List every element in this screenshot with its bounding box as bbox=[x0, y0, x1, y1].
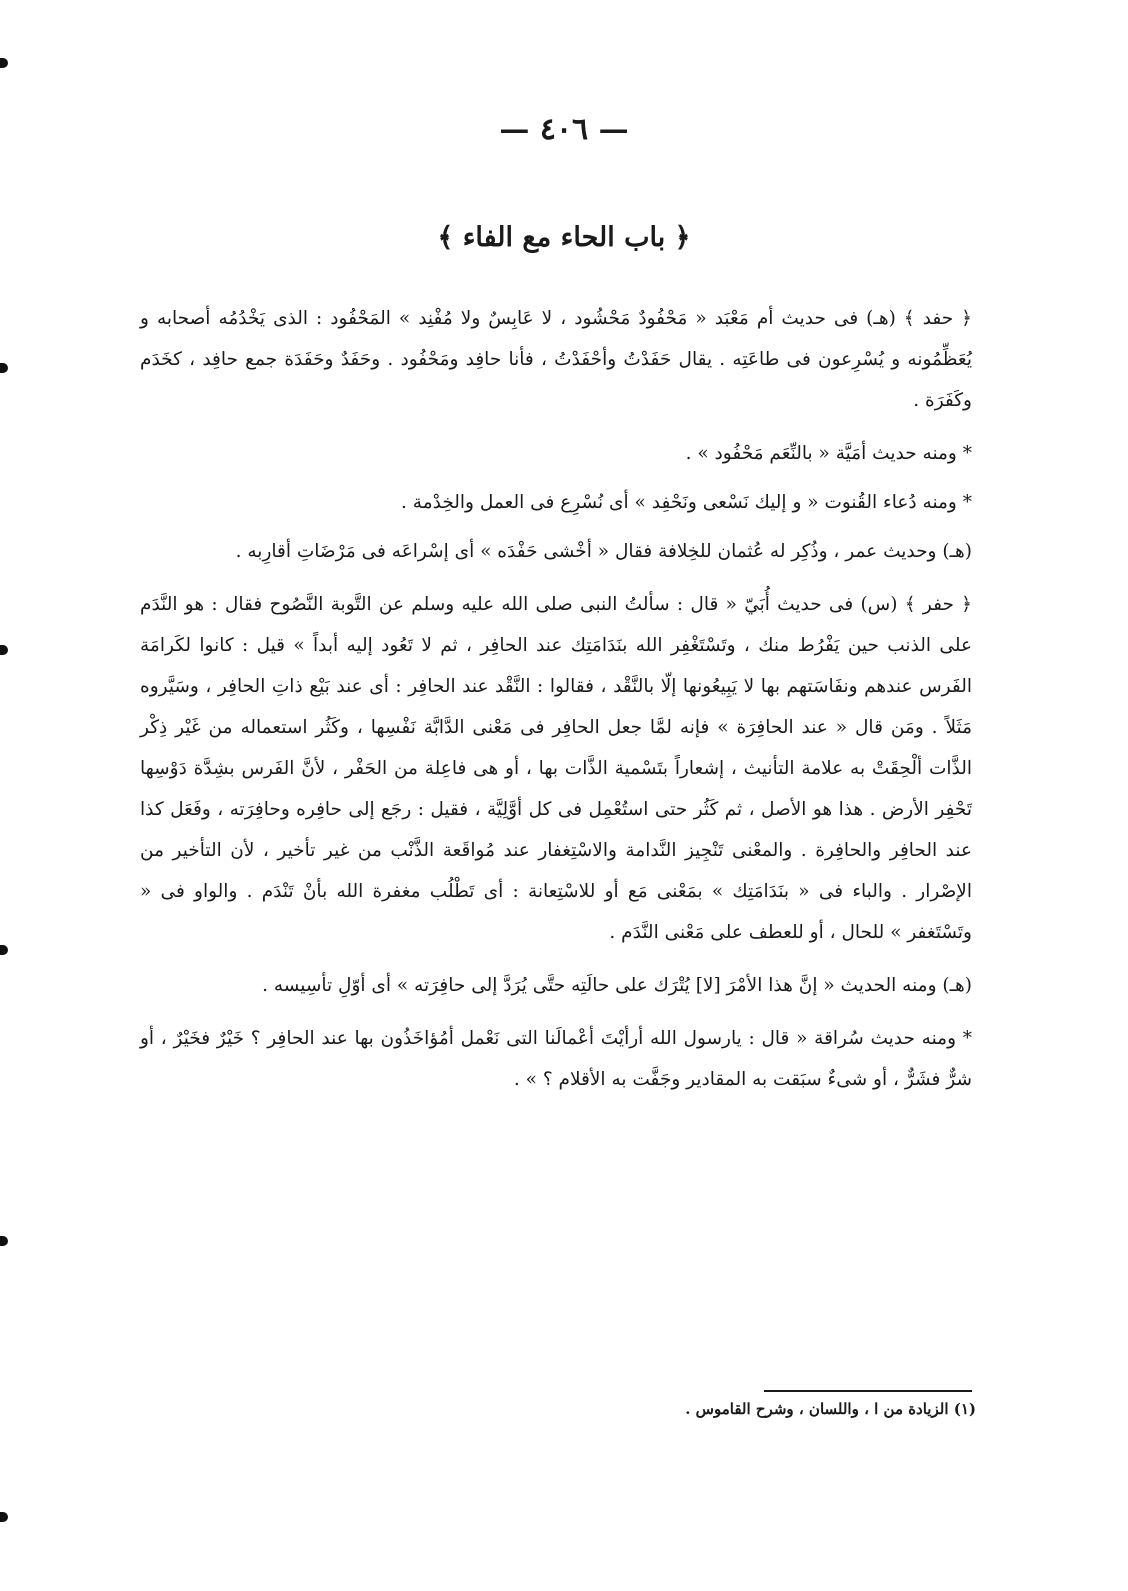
footnote-rule bbox=[764, 1390, 972, 1392]
margin-mark bbox=[0, 945, 8, 955]
margin-mark bbox=[0, 58, 8, 68]
sub-entry: (هـ) وحديث عمر ، وذُكِر له عُثمان للخِلافة فقال « أخْشى حَفْدَه » أى إسْراعَه فى مَرْضَاتِ أقارِبه . bbox=[235, 541, 972, 562]
entry-hafad: ﴿ حفد ﴾ (هـ) فى حديث أم مَعْبَد « مَحْفُودٌ مَحْشُود ، لا عَابِسٌ ولا مُفْنِد » المَحْفُود : الذى يَخْدُمُه أصحابه و يُعَظِّمُونه و يُسْرِعون فى طاعَتِه . يقال حَفَدْتُ وأحْفَدْتُ ، فأنا حافِد ومَحْفُود . وحَفَدٌ وحَفَدَة جمع حافِد ، كخَدَم وكَفَرَة . bbox=[140, 308, 972, 411]
footnote: (١) الزيادة من ا ، واللسان ، وشرح القاموس . bbox=[685, 1400, 976, 1418]
margin-mark bbox=[0, 363, 8, 373]
margin-mark bbox=[0, 1236, 8, 1246]
body-text bbox=[140, 298, 972, 1112]
sub-entry: * ومنه دُعاء القُنوت « و إليك نَسْعى ونَحْفِد » أى نُسْرِع فى العمل والخِدْمة . bbox=[401, 492, 972, 513]
sub-entry: * ومنه حديث أمَيَّة « بالنِّعَم مَحْفُود » . bbox=[685, 443, 972, 464]
sub-entry: (هـ) ومنه الحديث « إنَّ هذا الأمْرَ [لا] يُتْرَك على حالَتِه حتَّى يُرَدَّ إلى حافِرَته » أى أوّلِ تأسِيسه . bbox=[262, 975, 972, 996]
entry-hafar: ﴿ حفر ﴾ (س) فى حديث أُبَيّ « قال : سألتُ النبى صلى الله عليه وسلم عن التَّوبة النَّصُوح فقال : هو النَّدَم على الذنب حين يَفْرُط منك ، وتَسْتَغْفِر الله بنَدَامَتِك عند الحافِر ، ثم لا تَعُود إليه أبداً » قيل : كانوا لكَرامَة الفَرس عندهم ونفَاسَتهم بها لا يَبِيعُونها إلّا بالنَّقْد ، فقالوا : النَّقْد عند الحافِر : أى عند بَيْع ذاتِ الحافِر ، وسَيَّروه مَثَلاً . ومَن قال « عند الحافِرَة » فإنه لمَّا جعل الحافِر فى مَعْنى الدَّابَّة نَفْسِها ، وكَثُر استعماله من غَيْر ذِكْر الذَّات ألْحِقَتْ به علامة التأنيث ، إشعاراً بتَسْمية الذَّات بها ، أو هى فاعِلة من الحَفْر ، لأنَّ الفَرس بشِدَّة دَوْسِها تَحْفِر الأرض . هذا هو الأصل ، ثم كَثُر حتى استُعْمِل فى كل أوَّلِيَّة ، فقيل : رجَع إلى حافِره وحافِرَته ، وفَعَل كذا عند الحافِر والحافِرة . والمعْنى تَنْجِيز النَّدامة والاسْتِغفار عند مُواقَعة الذَّنْب من غير تأخير ، لأن التأخير من الإصْرار . والباء فى « بنَدَامَتِك » بمَعْنى مَع أو للاسْتِعانة : أى تَطْلُب مغفرة الله بأنْ تَنْدَم . والواو فى « وتَسْتَغفر » للحال ، أو للعطف على مَعْنى النَّدَم . bbox=[140, 594, 972, 943]
sub-entry: * ومنه حديث سُراقة « قال : يارسول الله أرأيْتَ أعْمالَنا التى نَعْمل أمُؤاخَذُون بها عند الحافِر ؟ خَيْرٌ فخَيْرٌ ، أو شرٌّ فشَرٌّ ، أو شىءٌ سبَقت به المقادير وجَفَّت به الأقلام ؟ » . bbox=[140, 1028, 972, 1090]
margin-mark bbox=[0, 645, 8, 655]
margin-mark bbox=[0, 1512, 8, 1522]
chapter-title: ﴿ باب الحاء مع الفاء ﴾ bbox=[437, 222, 691, 253]
page-number: — ٤٠٦ — bbox=[499, 112, 629, 147]
